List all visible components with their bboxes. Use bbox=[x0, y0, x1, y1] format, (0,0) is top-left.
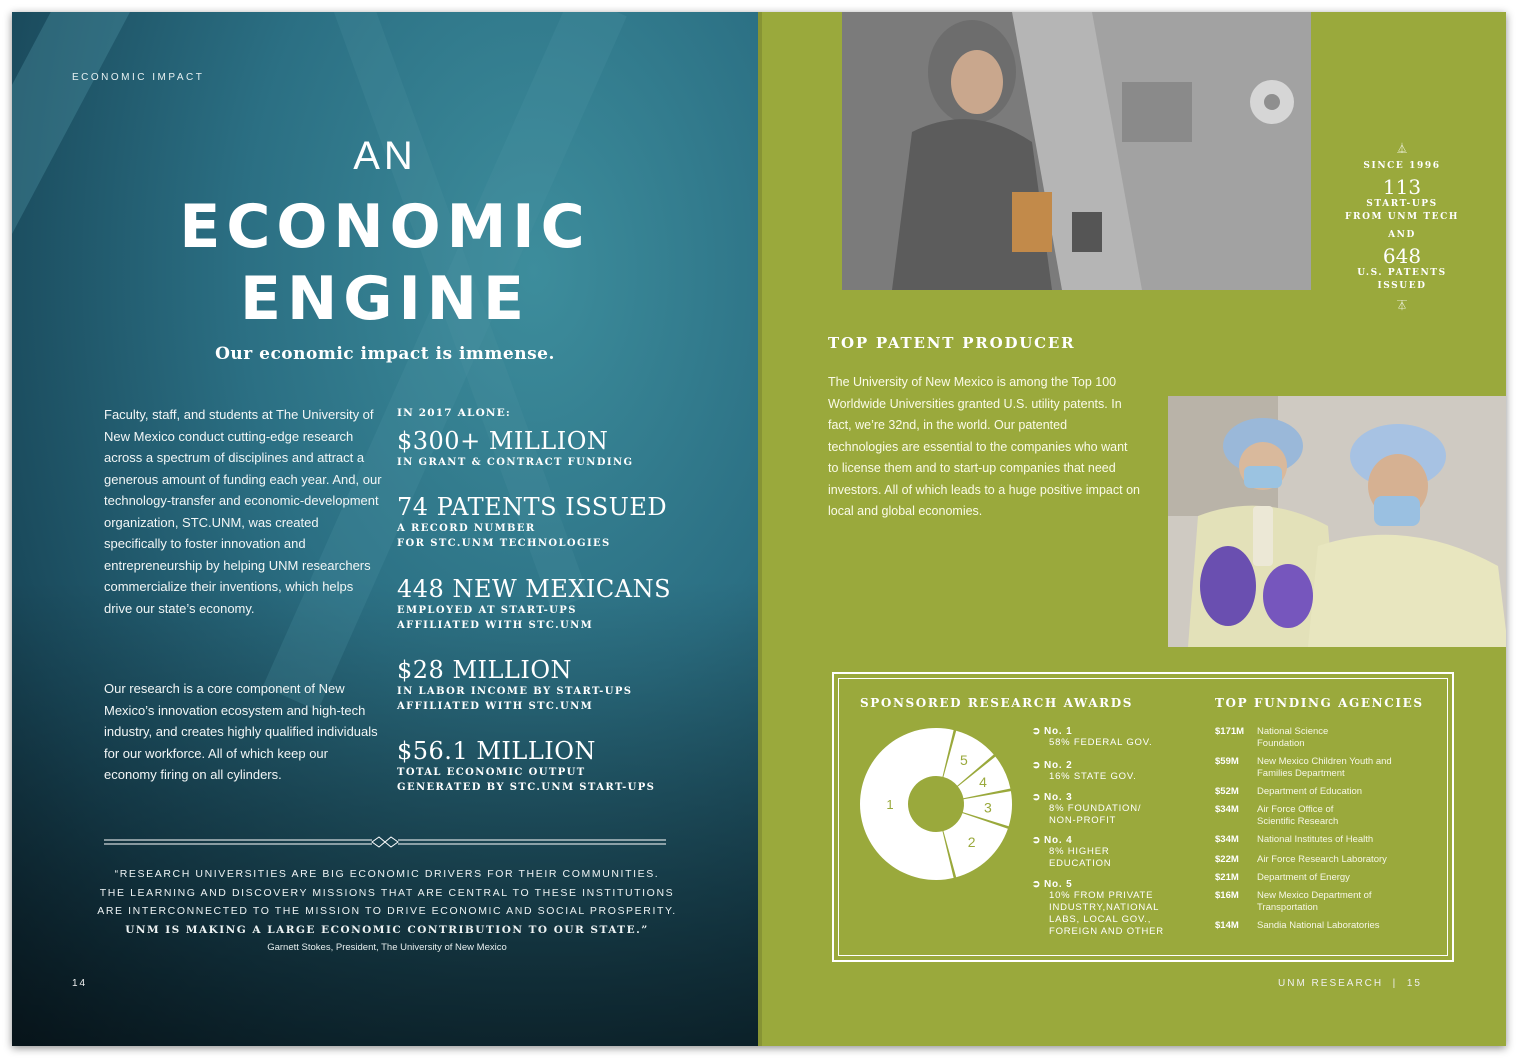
donut-slice-label: 4 bbox=[979, 773, 987, 790]
patents-label: ISSUED bbox=[1377, 281, 1427, 291]
arrow-icon: ➲ bbox=[1032, 760, 1042, 771]
agency-amount: $16M bbox=[1215, 890, 1239, 901]
stat-item bbox=[397, 427, 633, 470]
legend-item bbox=[1032, 792, 1159, 827]
legend-number: No. 1 bbox=[1044, 726, 1073, 737]
agency-amount: $59M bbox=[1215, 756, 1239, 767]
stat-item bbox=[397, 575, 671, 633]
patents-label: U.S. PATENTS bbox=[1357, 268, 1447, 278]
page-number-left: 14 bbox=[72, 978, 88, 989]
legend-text: 8% FOUNDATION/ NON-PROFIT bbox=[1049, 803, 1142, 826]
quote-line: THE LEARNING AND DISCOVERY MISSIONS THAT ARE CENTRAL TO THESE INSTITUTIONS bbox=[99, 886, 675, 899]
left-page bbox=[12, 12, 758, 1046]
body-paragraph-2: Our research is a core component of New Mexico’s innovation ecosystem and high-tech industry, and creates highly qualified individuals for our workforce. All of which keep our economy firing on all cylinders. bbox=[104, 681, 378, 782]
legend-text: 10% FROM PRIVATE INDUSTRY,NATIONAL LABS, LOCAL GOV., FOREIGN AND OTHER bbox=[1049, 890, 1164, 937]
quote-line-bold: UNM IS MAKING A LARGE ECONOMIC CONTRIBUTION TO OUR STATE.” bbox=[125, 923, 649, 936]
startups-number: 113 bbox=[1382, 175, 1422, 199]
headline-engine: ENGINE bbox=[240, 264, 530, 334]
stat-item bbox=[397, 737, 655, 795]
awards-heading: SPONSORED RESEARCH AWARDS bbox=[860, 696, 1133, 710]
agency-name: Air Force Office of Scientific Research bbox=[1257, 804, 1339, 827]
legend-number: No. 3 bbox=[1044, 792, 1073, 803]
body-paragraph-1: Faculty, staff, and students at The University of New Mexico conduct cutting-edge research across a spectrum of disciplines and attract a generous amount of funding each year. And, our technology-transfer and economic-development organization, STC.UNM, was created specifically to foster innovation and entrepreneurship by helping UNM researchers commercialize their inventions, which helps drive our state’s economy. bbox=[104, 407, 382, 616]
startups-sidebar bbox=[1332, 140, 1472, 312]
stat-caption: TOTAL ECONOMIC OUTPUT bbox=[397, 767, 586, 778]
startups-label: FROM UNM TECH bbox=[1345, 212, 1459, 222]
donut-slice-label: 5 bbox=[959, 752, 968, 769]
stat-value: $28 MILLION bbox=[397, 656, 573, 684]
agency-name: Department of Energy bbox=[1257, 872, 1350, 883]
legend-item bbox=[1032, 835, 1139, 870]
agencies-heading: TOP FUNDING AGENCIES bbox=[1215, 696, 1424, 710]
agency-amount: $34M bbox=[1215, 834, 1239, 845]
lab-researchers-photo bbox=[1168, 396, 1506, 647]
stat-caption: A RECORD NUMBER bbox=[397, 523, 536, 534]
stat-caption: IN LABOR INCOME BY START-UPS bbox=[397, 686, 633, 697]
arrow-icon: ➲ bbox=[1032, 726, 1042, 737]
legend-text: 58% FEDERAL GOV. bbox=[1049, 737, 1153, 748]
stat-value: $300+ MILLION bbox=[397, 427, 609, 455]
stat-caption: GENERATED BY STC.UNM START-UPS bbox=[397, 782, 656, 793]
stat-caption: FOR STC.UNM TECHNOLOGIES bbox=[397, 538, 611, 549]
stat-caption: AFFILIATED WITH STC.UNM bbox=[397, 701, 594, 712]
legend-number: No. 5 bbox=[1044, 879, 1073, 890]
donut-slice-1 bbox=[860, 728, 954, 880]
quote-attribution: Garnett Stokes, President, The University of New Mexico bbox=[267, 942, 507, 953]
stats-intro: IN 2017 ALONE: bbox=[397, 407, 511, 419]
quote-line: ARE INTERCONNECTED TO THE MISSION TO DRIVE ECONOMIC AND SOCIAL PROSPERITY. bbox=[97, 905, 677, 917]
legend-item bbox=[1032, 879, 1177, 938]
legend-number: No. 4 bbox=[1044, 835, 1073, 846]
legend-number: No. 2 bbox=[1044, 760, 1073, 771]
top-patent-heading: TOP PATENT PRODUCER bbox=[828, 334, 1076, 352]
stats-column bbox=[397, 407, 687, 793]
stat-value: 448 NEW MEXICANS bbox=[397, 575, 672, 603]
stat-caption: EMPLOYED AT START-UPS bbox=[397, 605, 577, 616]
agency-name: Air Force Research Laboratory bbox=[1257, 854, 1387, 865]
arrow-icon: ➲ bbox=[1032, 835, 1042, 846]
arrow-icon: ➲ bbox=[1032, 792, 1042, 803]
section-kicker: ECONOMIC IMPACT bbox=[72, 72, 205, 83]
ornament-bottom-icon: ⏄ bbox=[1397, 301, 1407, 312]
agency-name: Department of Education bbox=[1257, 786, 1363, 797]
brochure-spread bbox=[12, 12, 1506, 1046]
subheading: Our economic impact is immense. bbox=[215, 344, 555, 364]
agency-amount: $22M bbox=[1215, 854, 1239, 865]
stat-caption: IN GRANT & CONTRACT FUNDING bbox=[397, 457, 634, 468]
stat-value: $56.1 MILLION bbox=[397, 737, 596, 765]
agency-name: New Mexico Department of Transportation bbox=[1257, 890, 1372, 913]
researcher-lab-photo bbox=[842, 12, 1311, 290]
since-label: SINCE 1996 bbox=[1363, 161, 1441, 171]
patents-number: 648 bbox=[1382, 244, 1422, 268]
stat-caption: AFFILIATED WITH STC.UNM bbox=[397, 620, 594, 631]
agency-name: New Mexico Children Youth and Families Department bbox=[1257, 756, 1392, 779]
agency-amount: $171M bbox=[1215, 726, 1245, 737]
page-footer-right: UNM RESEARCH | 15 bbox=[1278, 978, 1422, 989]
startups-label: START-UPS bbox=[1366, 199, 1438, 209]
headline-an: AN bbox=[353, 134, 417, 178]
donut-slice-label: 1 bbox=[886, 797, 894, 812]
donut-slice-label: 3 bbox=[983, 799, 992, 816]
donut-slice-label: 2 bbox=[967, 833, 976, 850]
researcher-photo-illustration bbox=[842, 12, 1311, 290]
stat-item bbox=[397, 656, 632, 714]
president-quote bbox=[92, 865, 682, 939]
agency-name: National Institutes of Health bbox=[1257, 834, 1374, 845]
stat-item bbox=[397, 493, 667, 551]
agency-name: Sandia National Laboratories bbox=[1257, 920, 1380, 931]
legend-item bbox=[1032, 726, 1152, 749]
legend-text: 8% HIGHER EDUCATION bbox=[1049, 846, 1112, 869]
legend-text: 16% STATE GOV. bbox=[1049, 771, 1137, 782]
lab-photo-illustration bbox=[1168, 396, 1506, 647]
agency-amount: $14M bbox=[1215, 920, 1239, 931]
quote-line: “RESEARCH UNIVERSITIES ARE BIG ECONOMIC DRIVERS FOR THEIR COMMUNITIES. bbox=[114, 868, 660, 880]
awards-donut-chart bbox=[858, 726, 1014, 882]
agency-amount: $21M bbox=[1215, 872, 1239, 883]
headline-economic: ECONOMIC bbox=[179, 192, 591, 262]
ornamental-divider bbox=[104, 836, 666, 848]
agency-amount: $52M bbox=[1215, 786, 1239, 797]
stat-value: 74 PATENTS ISSUED bbox=[397, 493, 668, 521]
legend-item bbox=[1032, 760, 1137, 783]
agency-name: National Science Foundation bbox=[1257, 726, 1329, 749]
ornament-top-icon: ⏅ bbox=[1397, 144, 1407, 155]
arrow-icon: ➲ bbox=[1032, 879, 1042, 890]
top-patent-body: The University of New Mexico is among the Top 100 Worldwide Universities granted U.S. utility patents. In fact, we’re 32nd, in the world. Our patented technologies are essential to the companies who want to license them and to start-up companies that need investors. All of which leads to a huge positive impact on local and global economies. bbox=[828, 375, 1140, 518]
and-label: AND bbox=[1388, 230, 1416, 240]
agency-amount: $34M bbox=[1215, 804, 1239, 815]
